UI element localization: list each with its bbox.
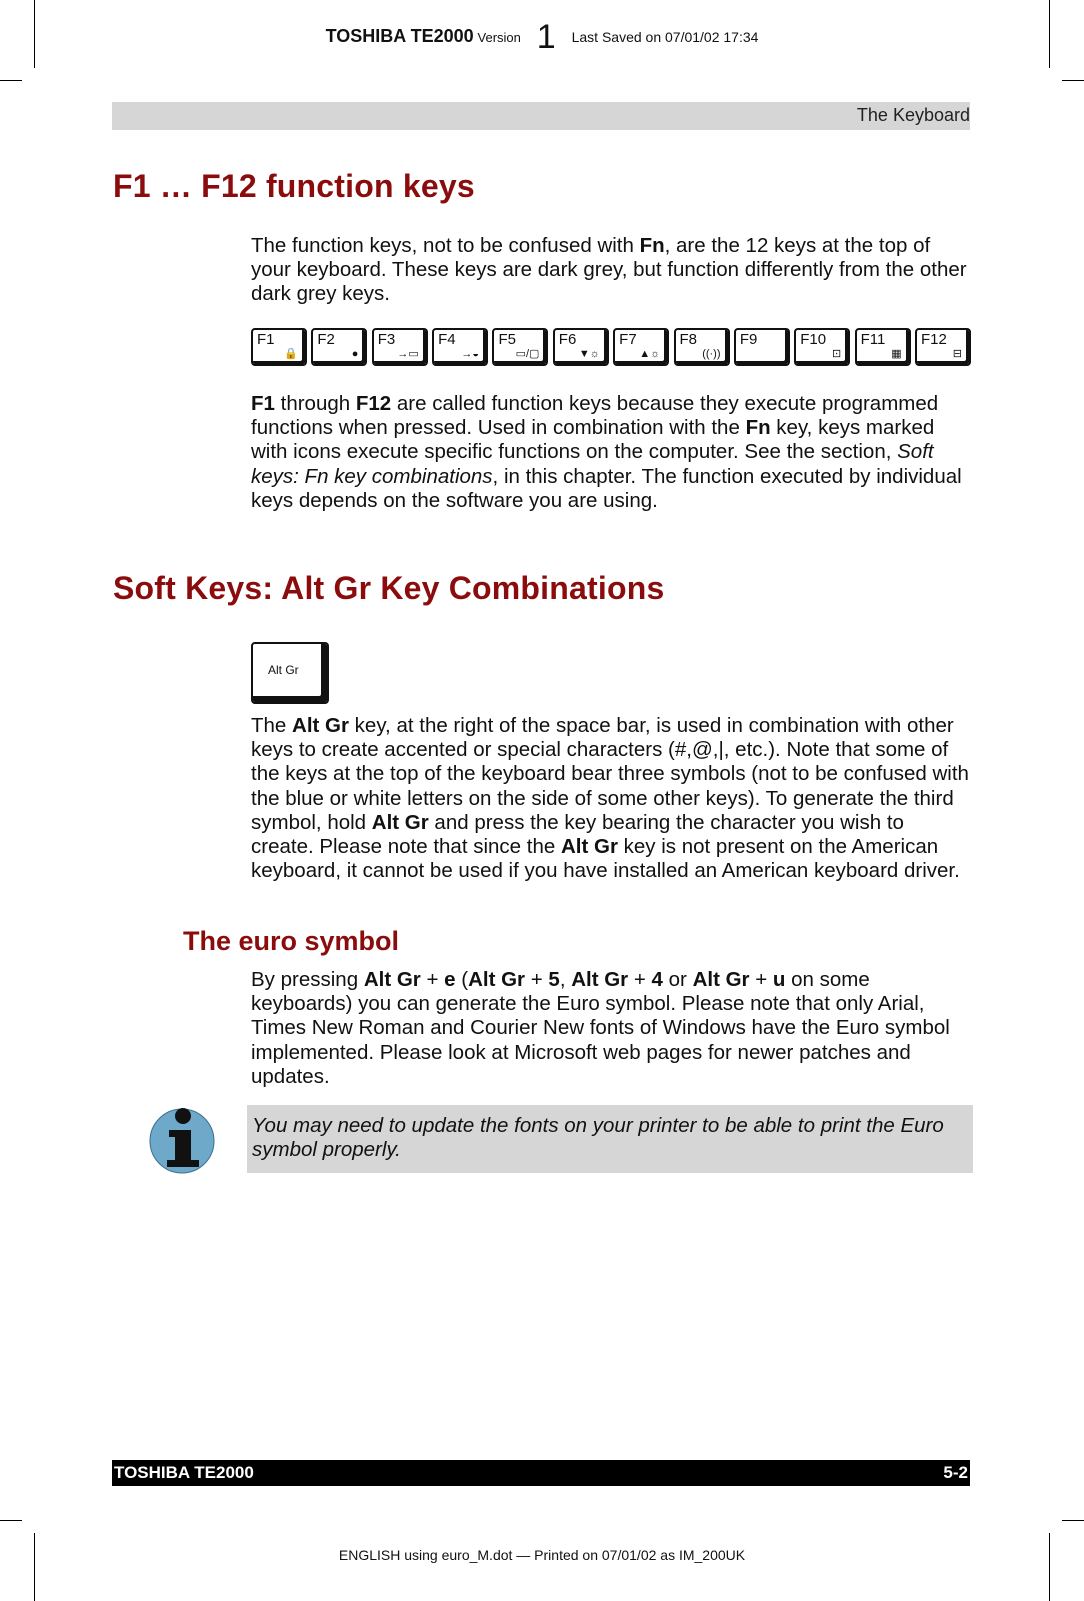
text-run: +	[628, 968, 652, 991]
bold-term: F12	[355, 392, 392, 415]
chapter-bar	[112, 102, 970, 130]
bold-term: Alt Gr	[560, 835, 618, 859]
function-key-f8	[674, 328, 730, 366]
crop-mark	[1062, 80, 1084, 81]
text-run: on some keyboards) you can generate the Euro symbol. Please note that only Arial, Times New Roman and Courier New fonts of Windows have the Euro symbol implemented. Please look at Microsoft web pages for newer patches and updates.	[251, 968, 950, 1088]
bold-term: Fn	[639, 234, 665, 257]
bold-term: Alt Gr	[692, 968, 750, 991]
footer-page-number: 5-2	[943, 1463, 968, 1482]
bold-term: Fn	[745, 416, 771, 440]
bold-term: F1	[251, 392, 275, 415]
text-run: By pressing	[251, 968, 364, 991]
function-key-row	[251, 328, 971, 370]
bold-term: Alt Gr	[292, 714, 349, 737]
bold-term: e	[444, 968, 456, 991]
chapter-title: The Keyboard	[856, 105, 970, 125]
function-key-label: F8	[679, 331, 698, 348]
brightness-down-icon: ▼☼	[578, 348, 600, 360]
text-run: The	[251, 714, 293, 737]
hibernate-icon: →◒	[461, 348, 480, 360]
arrow-mode-icon: ⊡	[832, 348, 842, 360]
function-key-f5	[492, 328, 548, 366]
function-key-label: F12	[920, 331, 947, 348]
brightness-up-icon: ▲☼	[639, 348, 661, 360]
text-run: key is not present on the American keyboard, it cannot be used if you have installed an American keyboard driver.	[251, 835, 960, 883]
function-key-label: F9	[739, 331, 758, 348]
print-header	[0, 18, 1084, 57]
function-key-label: F11	[860, 331, 886, 348]
text-run: through	[274, 392, 356, 415]
function-key-f10	[794, 328, 850, 366]
bold-term: 4	[651, 968, 663, 991]
section-title-alt-gr: Soft Keys: Alt Gr Key Combinations	[113, 570, 665, 606]
text-run: The function keys, not to be confused with	[251, 234, 640, 257]
text-run: +	[420, 968, 445, 991]
alt-gr-key-label: Alt Gr	[268, 663, 299, 677]
function-key-f1	[251, 328, 307, 366]
function-key-label: F2	[317, 331, 335, 348]
header-version-number: 1	[536, 18, 556, 56]
function-keys-intro	[251, 234, 971, 307]
alt-gr-body	[251, 714, 971, 883]
lock-icon: 🔒	[284, 348, 298, 360]
function-key-f7	[613, 328, 669, 366]
info-icon	[147, 1104, 217, 1174]
header-product: TOSHIBA TE2000	[325, 26, 474, 46]
note-box	[247, 1105, 973, 1173]
text-run: +	[749, 968, 773, 991]
crop-mark	[0, 1520, 22, 1521]
suspend-icon: →▭	[397, 348, 419, 360]
note-text: You may need to update the fonts on your printer to be able to print the Euro symbol properly.	[252, 1114, 944, 1162]
scroll-lock-icon: ⊟	[952, 348, 962, 360]
function-key-label: F4	[438, 331, 456, 348]
function-key-f12	[915, 328, 971, 366]
function-key-label: F3	[377, 331, 396, 348]
footer-bar	[112, 1460, 970, 1486]
bold-term: Alt Gr	[371, 810, 429, 834]
text-run: or	[662, 968, 693, 991]
function-key-f3	[372, 328, 428, 366]
footer-product: TOSHIBA TE2000	[114, 1463, 254, 1482]
function-key-f6	[553, 328, 609, 366]
section-title-function-keys: F1 … F12 function keys	[113, 168, 475, 204]
alt-gr-key-illustration	[251, 642, 329, 704]
text-run: ,	[559, 968, 572, 991]
print-footer: ENGLISH using euro_M.dot — Printed on 07/01/02 as IM_200UK	[338, 1547, 746, 1563]
function-key-label: F5	[498, 331, 516, 348]
bold-term: 5	[548, 968, 560, 991]
header-saved: Last Saved on 07/01/02 17:34	[571, 29, 759, 45]
text-run: key, at the right of the space bar, is used in combination with other keys to create accented or special characters (#,@,|, etc.). Note that some of the keys at the top of the keyboard bear three symbols (not to be confused with the blue or white letters on the side of some other keys). To generate the third symbol, hold	[251, 714, 969, 834]
dot-icon: ●	[351, 348, 359, 360]
function-key-label: F6	[558, 331, 577, 348]
subsection-title-euro: The euro symbol	[183, 926, 400, 956]
crop-mark	[34, 1533, 35, 1601]
function-key-f9	[734, 328, 790, 366]
text-run: key, keys marked with icons execute specific functions on the computer. See the section,	[251, 416, 935, 464]
header-version-label: Version	[477, 30, 521, 45]
text-run: are called function keys because they execute programmed functions when pressed. Used in combination with the	[251, 392, 939, 440]
euro-body	[251, 968, 971, 1089]
bold-term: Alt Gr	[363, 968, 421, 991]
bold-term: Alt Gr	[571, 968, 629, 991]
function-key-f2	[311, 328, 367, 366]
crop-mark	[1049, 1533, 1050, 1601]
crop-mark	[1062, 1520, 1084, 1521]
text-run: and press the key bearing the character you wish to create. Please note that since the	[251, 810, 904, 859]
function-key-label: F1	[257, 331, 275, 348]
display-icon: ▭/▢	[515, 348, 540, 360]
function-key-f11	[855, 328, 911, 366]
crop-mark	[0, 80, 22, 81]
function-key-label: F10	[800, 331, 827, 348]
function-key-f4	[432, 328, 488, 366]
function-keys-body	[251, 392, 971, 513]
text-run: +	[525, 968, 549, 991]
numeric-mode-icon: ▦	[891, 348, 902, 360]
text-run: (	[455, 968, 469, 991]
wireless-icon: ((·))	[702, 348, 721, 360]
function-key-label: F7	[619, 331, 637, 348]
bold-term: u	[772, 968, 786, 991]
text-run: , are the 12 keys at the top of your keyboard. These keys are dark grey, but function differently from the other dark grey keys.	[251, 234, 967, 306]
text-run: , in this chapter. The function executed by individual keys depends on the software you are using.	[251, 464, 962, 512]
bold-term: Alt Gr	[468, 968, 526, 991]
italic-reference: Soft keys: Fn key combinations	[251, 440, 934, 488]
